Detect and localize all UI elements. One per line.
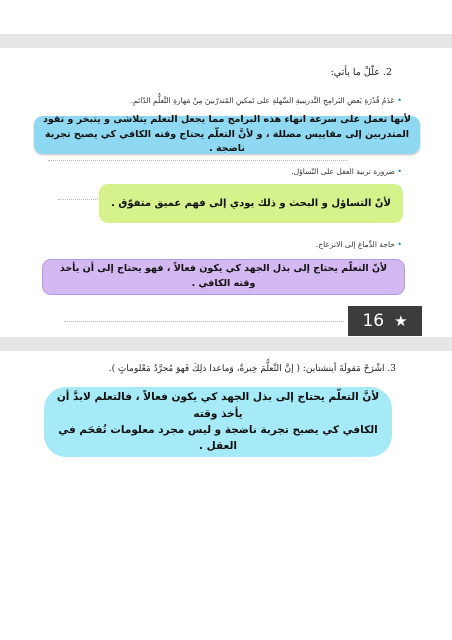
question-2-item-3-prompt: • حاجة الدِّماغ إلى الانزعاج. [315, 240, 402, 249]
bullet-icon: • [397, 240, 402, 249]
bullet-icon: • [397, 96, 402, 105]
question-2-item-2-prompt: • ضرورة تربية العقل على التّساؤل. [291, 167, 402, 176]
divider-3 [64, 321, 344, 322]
question-2-heading: 2. علّلْ ما يأتي: [330, 67, 392, 78]
answer-4-line-1: لأنَّ التعلّم يحتاج إلى بذل الجهد كي يكون فعالاً ، فالتعلم لابدَّ أن يأخذ وقته [56, 391, 380, 420]
answer-2-line-1: لأنّ التساؤل و البحث و ذلك يودي إلى فهم عميق متفوّق . [111, 197, 391, 209]
answer-box-1 [34, 113, 420, 155]
answer-box-3 [42, 259, 405, 295]
answer-3-line-1: لأنّ التعلّم يحتاج إلى بذل الجهد كي يكون فعالاً ، فهو يحتاج إلى أن يأخذ وقته الكافي . [59, 263, 388, 289]
star-icon: ★ [394, 312, 408, 330]
answer-4-line-2: الكافي كي يصبح تجربة ناضجة و ليس مجرد معلومات تُقحَم في العقل . [58, 424, 378, 453]
answer-box-2 [99, 184, 403, 223]
answer-box-4 [44, 387, 392, 457]
divider-1 [48, 160, 348, 161]
bullet-icon: • [397, 167, 402, 176]
answer-1-line-2: المتدربين إلى مقاييس مضللة ، و لأنَّ التعلّم يحتاج وقته الكافي كي يصبح تجربة ناضجة . [44, 128, 410, 155]
middle-gray-band [0, 337, 452, 351]
page-number: 16 [362, 311, 385, 331]
divider-2-left [58, 199, 98, 200]
question-2-item-1-prompt: • عَدَمُ قُدْرَةِ بَعضِ البَرامِجِ التَّدريبيةِ السَّهلةِ على تَمكينِ المُتدرّبينَ مِنْ مَهارةِ التَّعلُّمِ الدّائمِ. [130, 96, 402, 105]
top-gray-band [0, 34, 452, 48]
page-number-badge [348, 306, 422, 336]
question-3-heading: 3. اشْرَحْ مَقولَةَ أينشتاين: ( إنَّ التَّعلُّمَ خِبرةٌ، وَماعدا ذلِكَ فَهوَ مُجرَّدُ مَعْلوماتٍ ). [108, 364, 396, 374]
answer-1-line-1: لأنها تعمل على سرعة انهاء هذه البرامج مما يجعل التعلم يتلاشى و يتبخر و تقود [42, 113, 412, 125]
